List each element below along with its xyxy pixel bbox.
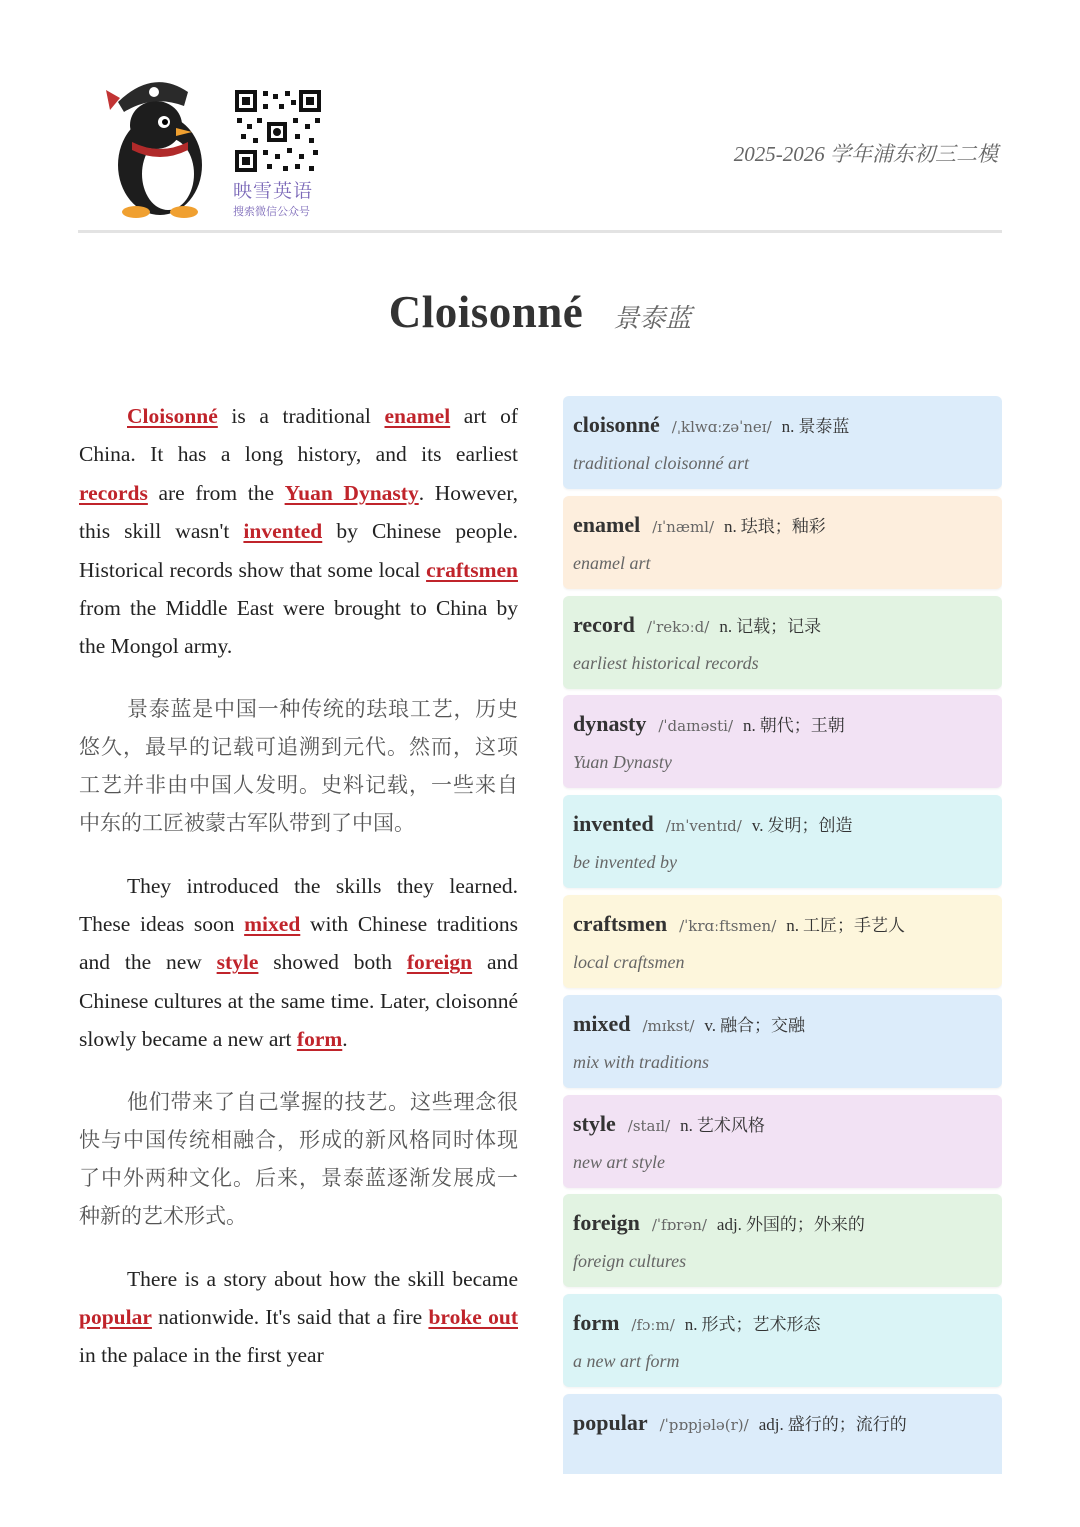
vocab-card [563, 1095, 1002, 1188]
keyword-highlight: foreign [406, 950, 473, 975]
vocab-part-of-speech: adj. [758, 1415, 784, 1434]
vocab-card [563, 895, 1002, 988]
vocab-phonetic: /ɪnˈventɪd/ [665, 817, 742, 835]
vocab-part-of-speech: adj. [716, 1215, 742, 1234]
keyword-highlight: broke out [428, 1304, 518, 1329]
vocab-part-of-speech: n. [719, 617, 733, 636]
vocab-meaning: 盛行的；流行的 [787, 1415, 907, 1435]
exam-title: 2025-2026 学年浦东初三二模 [733, 142, 998, 166]
vocab-word: enamel [573, 512, 641, 537]
vocab-meaning: 艺术风格 [696, 1116, 765, 1136]
paragraph-english [79, 1260, 518, 1375]
vocab-word: dynasty [573, 711, 647, 736]
keyword-highlight: mixed [244, 912, 301, 937]
penguin-pirate-mascot [88, 70, 228, 220]
vocab-word: popular [573, 1410, 648, 1435]
keyword-highlight: invented [243, 519, 323, 544]
vocab-part-of-speech: n. [684, 1315, 698, 1334]
vocab-headline [573, 512, 826, 538]
vocab-example: local craftsmen [573, 952, 685, 972]
vocab-word: invented [573, 811, 654, 836]
vocab-meaning: 记载；记录 [736, 617, 822, 637]
paragraph-text: and Chinese cultures at the same time. Later, cloisonné slowly became a new art [79, 950, 518, 1052]
vocab-word: mixed [573, 1011, 631, 1036]
vocab-part-of-speech: n. [786, 916, 800, 935]
paragraph-text: is a traditional [217, 404, 385, 428]
title-chinese: 景泰蓝 [613, 304, 692, 333]
paragraph-text: with Chinese traditions and the new [79, 912, 518, 975]
vocab-meaning: 发明；创造 [767, 816, 853, 836]
vocab-headline [573, 612, 821, 638]
vocab-headline [573, 1111, 765, 1137]
paragraph-text: art of China. It has a long history, and its earliest [79, 404, 518, 467]
vocab-headline [573, 412, 849, 438]
vocab-meaning: 工匠；手艺人 [803, 916, 906, 936]
vocab-card [563, 695, 1002, 788]
brand-name: 映雪英语 [233, 180, 314, 202]
paragraph-text: showed both [258, 950, 407, 975]
page-header [78, 70, 1002, 230]
vocab-phonetic: /ɪˈnæml/ [652, 518, 715, 536]
vocabulary-list [563, 396, 1002, 1474]
vocab-part-of-speech: n. [781, 417, 795, 436]
vocab-word: cloisonné [573, 412, 660, 437]
vocab-part-of-speech: n. [680, 1116, 693, 1135]
vocab-example: Yuan Dynasty [573, 752, 672, 772]
vocab-headline [573, 1410, 907, 1436]
vocab-meaning: 珐琅；釉彩 [740, 517, 826, 537]
vocab-phonetic: /ˈpɒpjələ(r)/ [659, 1416, 749, 1434]
vocab-part-of-speech: v. [751, 816, 764, 835]
paragraph-text: from the Middle East were brought to China by the Mongol army. [79, 596, 518, 659]
keyword-highlight: records [79, 480, 148, 505]
vocab-example: traditional cloisonné art [573, 453, 750, 473]
vocab-card [563, 596, 1002, 689]
vocab-phonetic: /ˈfɒrən/ [651, 1216, 707, 1234]
vocab-part-of-speech: n. [743, 716, 756, 735]
vocab-card [563, 1394, 1002, 1474]
vocab-phonetic: /ˈdaɪnəsti/ [658, 717, 733, 735]
vocab-part-of-speech: n. [724, 517, 737, 536]
vocab-example: mix with traditions [573, 1052, 710, 1072]
vocab-card [563, 995, 1002, 1088]
vocab-example: be invented by [573, 852, 677, 872]
vocab-example: a new art form [573, 1351, 680, 1371]
paragraph-text: They introduced the skills they learned. These ideas soon [79, 873, 518, 937]
title-english: Cloisonné [388, 287, 584, 337]
vocab-headline [573, 711, 845, 737]
vocab-card [563, 1294, 1002, 1387]
vocab-headline [573, 1210, 865, 1236]
paragraph-text: . [342, 1027, 348, 1052]
vocab-card [563, 1194, 1002, 1287]
qr-code [233, 88, 323, 174]
vocab-headline [573, 911, 905, 937]
paragraph-text: in the palace in the first year [79, 1343, 324, 1368]
keyword-highlight: popular [79, 1304, 152, 1329]
vocab-word: form [573, 1310, 620, 1335]
vocab-meaning: 朝代；王朝 [759, 716, 845, 736]
vocab-meaning: 景泰蓝 [798, 417, 850, 437]
paragraph-english [79, 867, 518, 1059]
paragraph-chinese: 景泰蓝是中国一种传统的珐琅工艺，历史悠久，最早的记载可追溯到元代。然而，这项工艺并非由中国人发明。史料记载，一些来自中东的工匠被蒙古军队带到了中国。 [79, 696, 518, 836]
vocab-card [563, 795, 1002, 888]
paragraph-chinese: 他们带来了自己掌握的技艺。这些理念很快与中国传统相融合，形成的新风格同时体现了中外两种文化。后来，景泰蓝逐渐发展成一种新的艺术形式。 [79, 1089, 518, 1229]
keyword-highlight: Cloisonné [127, 404, 218, 428]
article [79, 397, 518, 1375]
keyword-highlight: craftsmen [426, 557, 518, 582]
vocab-example: earliest historical records [573, 653, 759, 673]
vocab-phonetic: /fɔːm/ [631, 1316, 675, 1334]
paragraph-text: There is a story about how the skill became [127, 1266, 518, 1291]
vocab-part-of-speech: v. [704, 1016, 717, 1035]
vocab-phonetic: /ˈrekɔːd/ [646, 618, 710, 636]
keyword-highlight: Yuan Dynasty [284, 480, 419, 505]
page-title [0, 286, 1080, 338]
paragraph-english [79, 397, 518, 666]
paragraph-text: nationwide. It's said that a fire [151, 1304, 429, 1329]
paragraph-text: . However, this skill wasn't [79, 480, 518, 544]
vocab-phonetic: /ˌklwɑːzəˈneɪ/ [671, 418, 772, 436]
brand-subtitle: 搜索微信公众号 [233, 205, 310, 218]
vocab-example: foreign cultures [573, 1251, 687, 1271]
vocab-card [563, 496, 1002, 589]
vocab-word: style [573, 1111, 616, 1136]
vocab-meaning: 外国的；外来的 [745, 1215, 865, 1235]
keyword-highlight: form [296, 1027, 343, 1052]
paragraph-text: by Chinese people. Historical records show that some local [79, 519, 518, 582]
vocab-phonetic: /staɪl/ [627, 1117, 671, 1135]
vocab-example: new art style [573, 1152, 665, 1172]
vocab-headline [573, 1310, 821, 1336]
vocab-meaning: 融合；交融 [720, 1016, 806, 1036]
vocab-card [563, 396, 1002, 489]
paragraph-text: are from the [147, 480, 285, 505]
keyword-highlight: style [216, 950, 259, 975]
vocab-phonetic: /mɪkst/ [642, 1017, 695, 1035]
vocab-meaning: 形式；艺术形态 [701, 1315, 821, 1335]
header-divider [78, 230, 1002, 233]
vocab-headline [573, 1011, 805, 1037]
vocab-word: foreign [573, 1210, 640, 1235]
vocab-example: enamel art [573, 553, 651, 573]
vocab-phonetic: /ˈkrɑːftsmen/ [679, 917, 777, 935]
vocab-word: record [573, 612, 635, 637]
vocab-headline [573, 811, 852, 837]
vocab-word: craftsmen [573, 911, 668, 936]
keyword-highlight: enamel [384, 404, 451, 428]
